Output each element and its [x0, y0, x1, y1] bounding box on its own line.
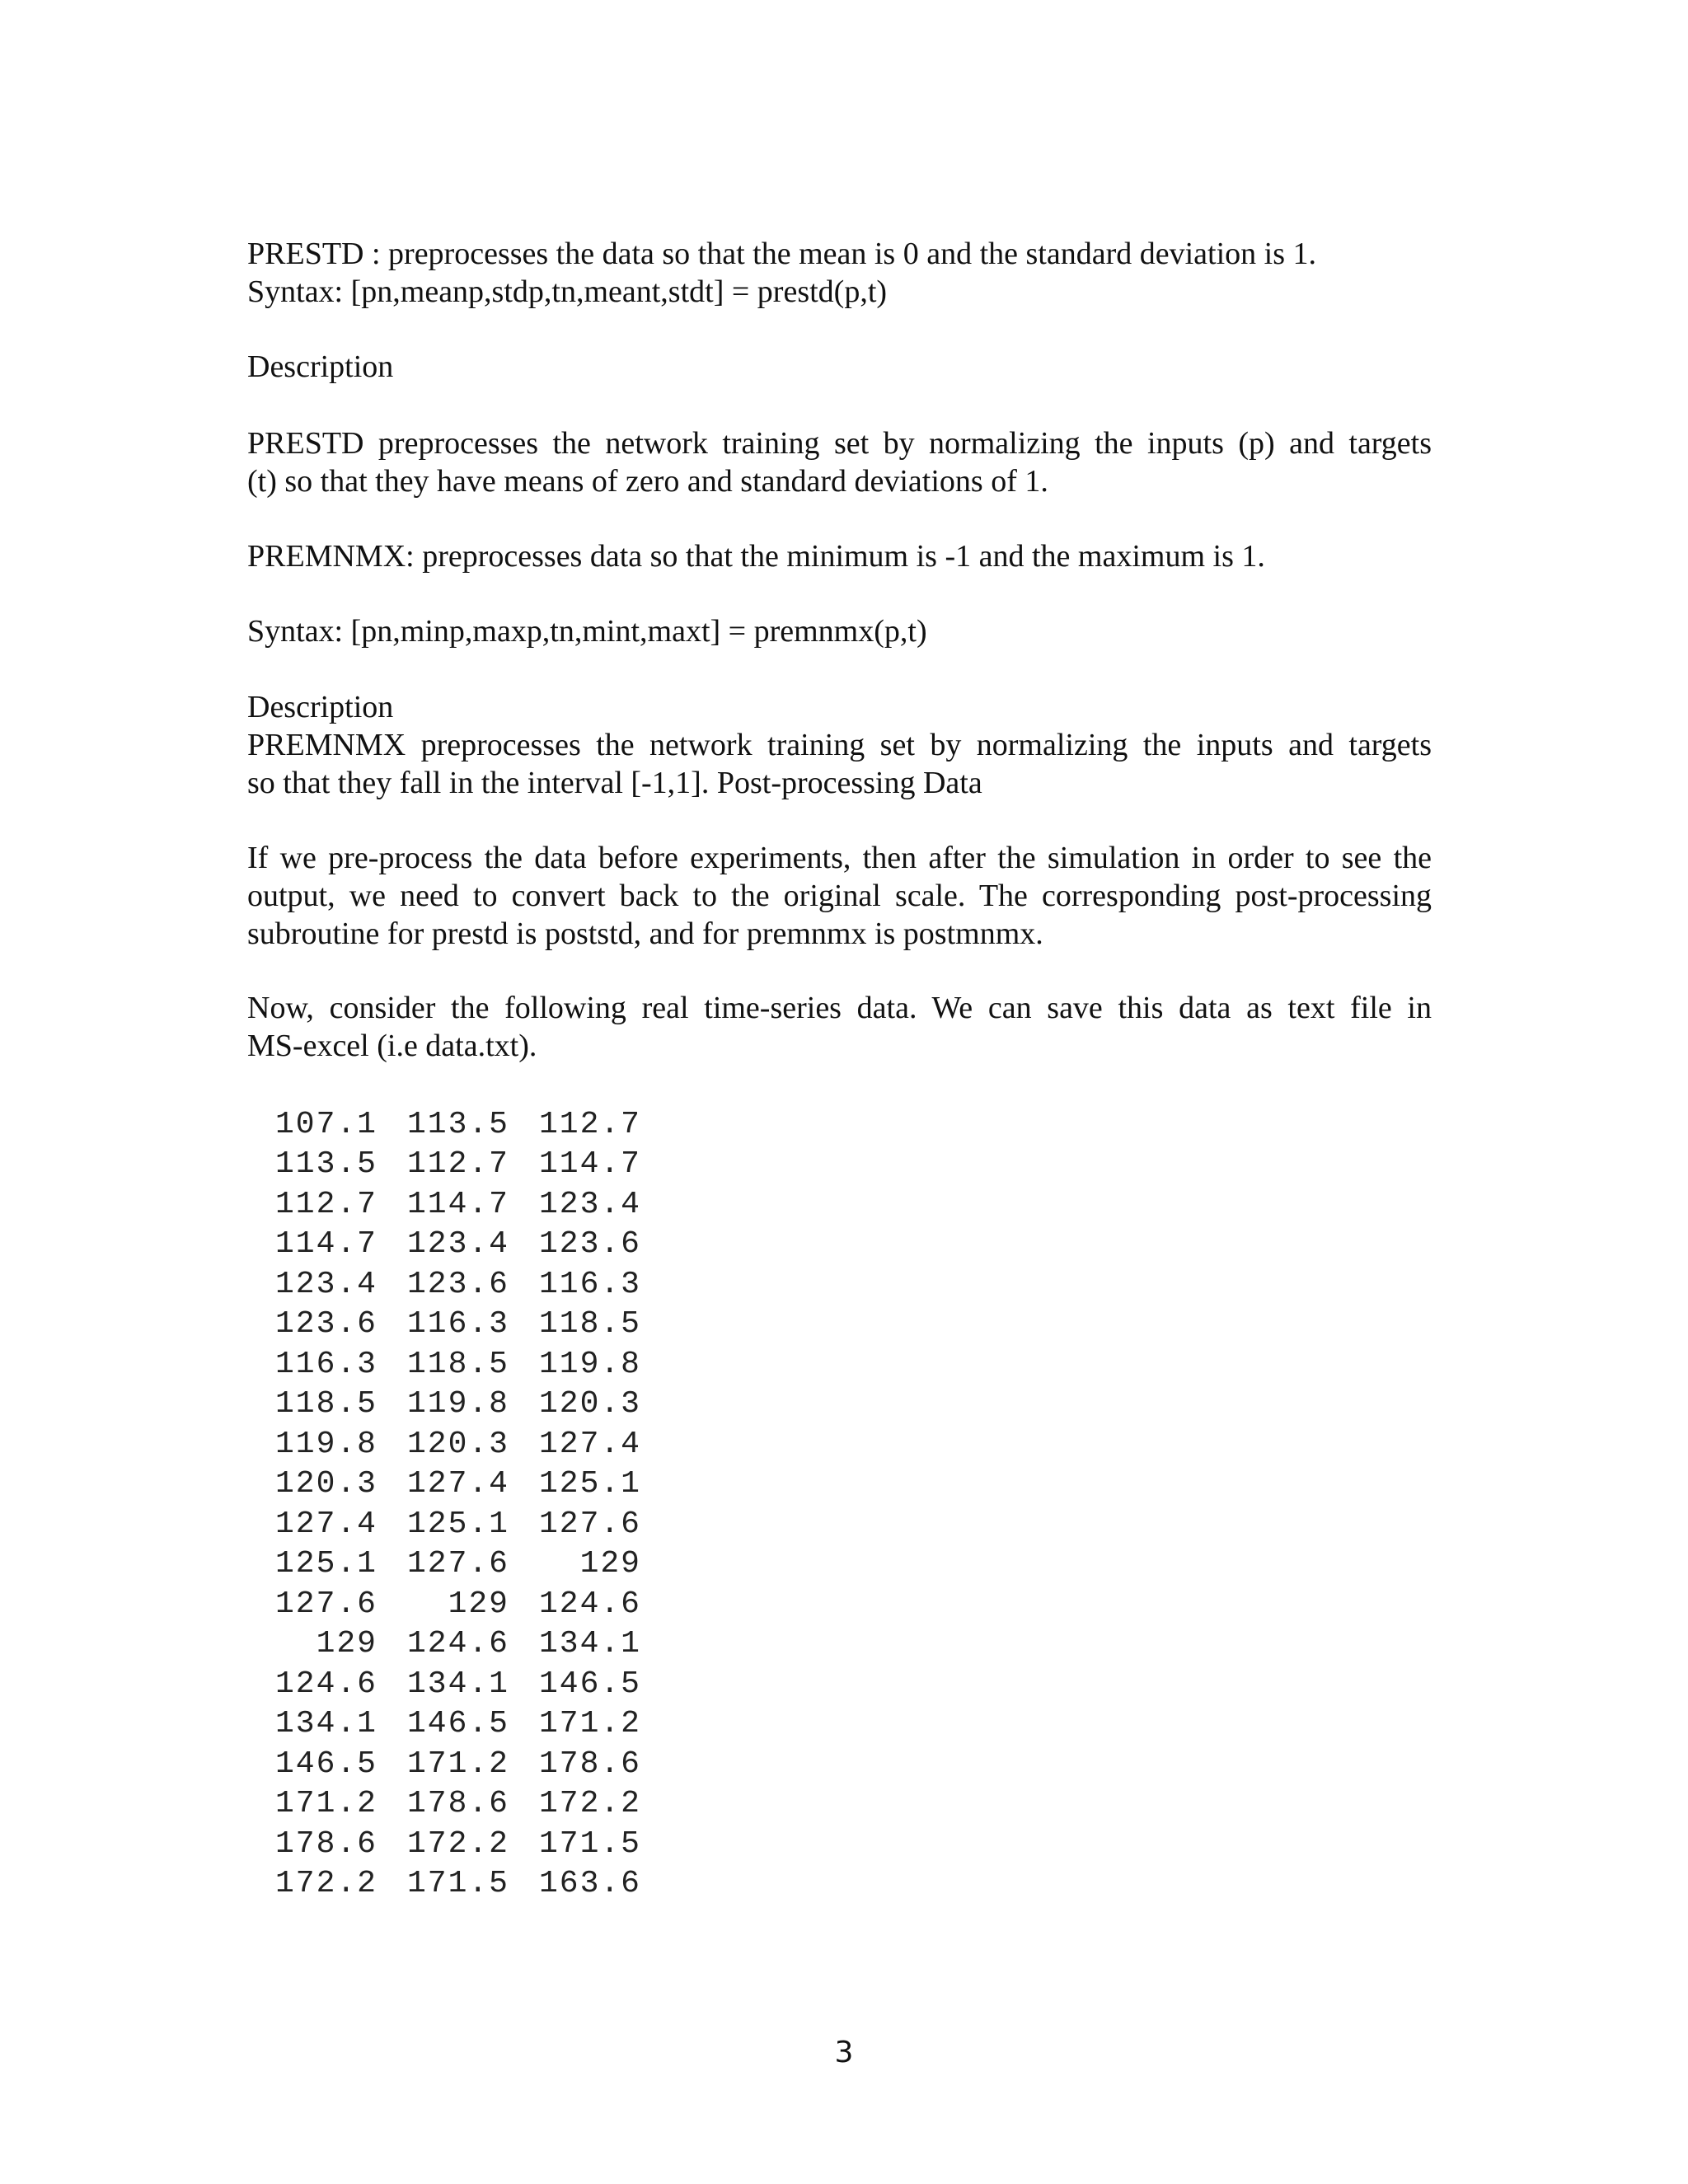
table-cell: 112.7 — [538, 1106, 641, 1142]
postprocessing-line-3: subroutine for prestd is poststd, and for premnmx is postmnmx. — [247, 916, 1043, 951]
description-heading-1: Description — [247, 349, 394, 384]
table-row — [272, 1344, 641, 1385]
prestd-intro — [247, 235, 1432, 311]
table-cell: 119.8 — [274, 1426, 377, 1462]
table-cell: 124.6 — [406, 1626, 509, 1662]
table-cell: 125.1 — [406, 1506, 509, 1542]
table-cell: 123.4 — [274, 1266, 377, 1302]
table-cell: 123.6 — [538, 1226, 641, 1263]
premnmx-description-line-2: so that they fall in the interval [-1,1]. Post-processing Data — [247, 766, 982, 800]
premnmx-description — [247, 688, 1432, 802]
table-cell: 172.2 — [274, 1866, 377, 1902]
prestd-definition: PRESTD : preprocesses the data so that the mean is 0 and the standard deviation is 1. — [247, 237, 1316, 271]
table-cell: 119.8 — [406, 1386, 509, 1422]
table-cell: 146.5 — [406, 1706, 509, 1742]
timeseries-intro — [247, 989, 1432, 1065]
table-cell: 178.6 — [538, 1746, 641, 1782]
table-row — [272, 1465, 641, 1505]
table-cell: 129 — [448, 1586, 509, 1622]
table-cell: 134.1 — [274, 1706, 377, 1742]
table-cell: 171.2 — [274, 1786, 377, 1822]
table-row — [272, 1424, 641, 1465]
timeseries-intro-line-1: Now, consider the following real time-series data. We can save this data as text file in — [247, 991, 1432, 1025]
table-cell: 120.3 — [406, 1426, 509, 1462]
timeseries-intro-line-2: MS-excel (i.e data.txt). — [247, 1029, 537, 1063]
premnmx-syntax: Syntax: [pn,minp,maxp,tn,mint,maxt] = premnmx(p,t) — [247, 614, 927, 649]
table-cell: 134.1 — [538, 1626, 641, 1662]
table-row — [272, 1305, 641, 1345]
table-row — [272, 1504, 641, 1544]
table-cell: 146.5 — [274, 1746, 377, 1782]
page-number: 3 — [834, 2036, 854, 2069]
table-row — [272, 1385, 641, 1425]
table-row — [272, 1544, 641, 1585]
table-row — [272, 1145, 641, 1185]
table-row — [272, 1624, 641, 1665]
table-cell: 118.5 — [406, 1346, 509, 1382]
table-cell: 114.7 — [406, 1186, 509, 1222]
premnmx-definition: PREMNMX: preprocesses data so that the minimum is -1 and the maximum is 1. — [247, 539, 1265, 574]
table-row — [272, 1704, 641, 1745]
table-cell: 127.4 — [538, 1426, 641, 1462]
table-cell: 127.6 — [274, 1586, 377, 1622]
table-row — [272, 1584, 641, 1624]
table-cell: 125.1 — [538, 1466, 641, 1502]
table-cell: 123.4 — [538, 1186, 641, 1222]
table-row — [272, 1864, 641, 1905]
table-cell: 123.6 — [274, 1306, 377, 1343]
table-cell: 113.5 — [274, 1146, 377, 1183]
table-cell: 171.2 — [538, 1706, 641, 1742]
table-row — [272, 1744, 641, 1784]
table-row — [272, 1104, 641, 1145]
table-cell: 146.5 — [538, 1666, 641, 1702]
table-cell: 116.3 — [274, 1346, 377, 1382]
table-row — [272, 1664, 641, 1704]
table-cell: 171.5 — [406, 1866, 509, 1902]
table-cell: 178.6 — [274, 1825, 377, 1862]
premnmx-description-line-1: PREMNMX preprocesses the network training set by normalizing the inputs and targets — [247, 728, 1432, 762]
prestd-description-line-1: PRESTD preprocesses the network training set by normalizing the inputs (p) and targets — [247, 426, 1432, 461]
table-cell: 114.7 — [274, 1226, 377, 1263]
table-cell: 127.4 — [274, 1506, 377, 1542]
table-cell: 163.6 — [538, 1866, 641, 1902]
table-row — [272, 1264, 641, 1305]
table-cell: 112.7 — [406, 1146, 509, 1183]
table-cell: 134.1 — [406, 1666, 509, 1702]
prestd-description — [247, 424, 1432, 500]
table-cell: 116.3 — [406, 1306, 509, 1343]
table-cell: 129 — [579, 1546, 641, 1582]
table-row — [272, 1824, 641, 1864]
table-cell: 107.1 — [274, 1106, 377, 1142]
description-heading-2: Description — [247, 690, 394, 724]
table-cell: 113.5 — [406, 1106, 509, 1142]
table-cell: 120.3 — [538, 1386, 641, 1422]
table-cell: 172.2 — [538, 1786, 641, 1822]
table-cell: 178.6 — [406, 1786, 509, 1822]
table-cell: 123.4 — [406, 1226, 509, 1263]
table-row — [272, 1225, 641, 1265]
table-row — [272, 1784, 641, 1825]
table-cell: 114.7 — [538, 1146, 641, 1183]
postprocessing-line-1: If we pre-process the data before experiments, then after the simulation in order to see the — [247, 841, 1432, 875]
table-cell: 127.4 — [406, 1466, 509, 1502]
table-cell: 129 — [316, 1626, 377, 1662]
table-cell: 172.2 — [406, 1825, 509, 1862]
table-cell: 125.1 — [274, 1546, 377, 1582]
table-cell: 127.6 — [406, 1546, 509, 1582]
table-cell: 124.6 — [274, 1666, 377, 1702]
table-cell: 118.5 — [274, 1386, 377, 1422]
table-cell: 123.6 — [406, 1266, 509, 1302]
table-cell: 124.6 — [538, 1586, 641, 1622]
table-cell: 171.5 — [538, 1825, 641, 1862]
table-cell: 120.3 — [274, 1466, 377, 1502]
table-cell: 116.3 — [538, 1266, 641, 1302]
table-row — [272, 1184, 641, 1225]
postprocessing-paragraph — [247, 839, 1432, 953]
prestd-syntax: Syntax: [pn,meanp,stdp,tn,meant,stdt] = prestd(p,t) — [247, 274, 888, 309]
table-cell: 112.7 — [274, 1186, 377, 1222]
table-cell: 171.2 — [406, 1746, 509, 1782]
table-cell: 119.8 — [538, 1346, 641, 1382]
table-cell: 127.6 — [538, 1506, 641, 1542]
postprocessing-line-2: output, we need to convert back to the original scale. The corresponding post-processing — [247, 879, 1432, 913]
prestd-description-line-2: (t) so that they have means of zero and standard deviations of 1. — [247, 464, 1048, 499]
table-cell: 118.5 — [538, 1306, 641, 1343]
timeseries-data-table — [272, 1104, 641, 1904]
